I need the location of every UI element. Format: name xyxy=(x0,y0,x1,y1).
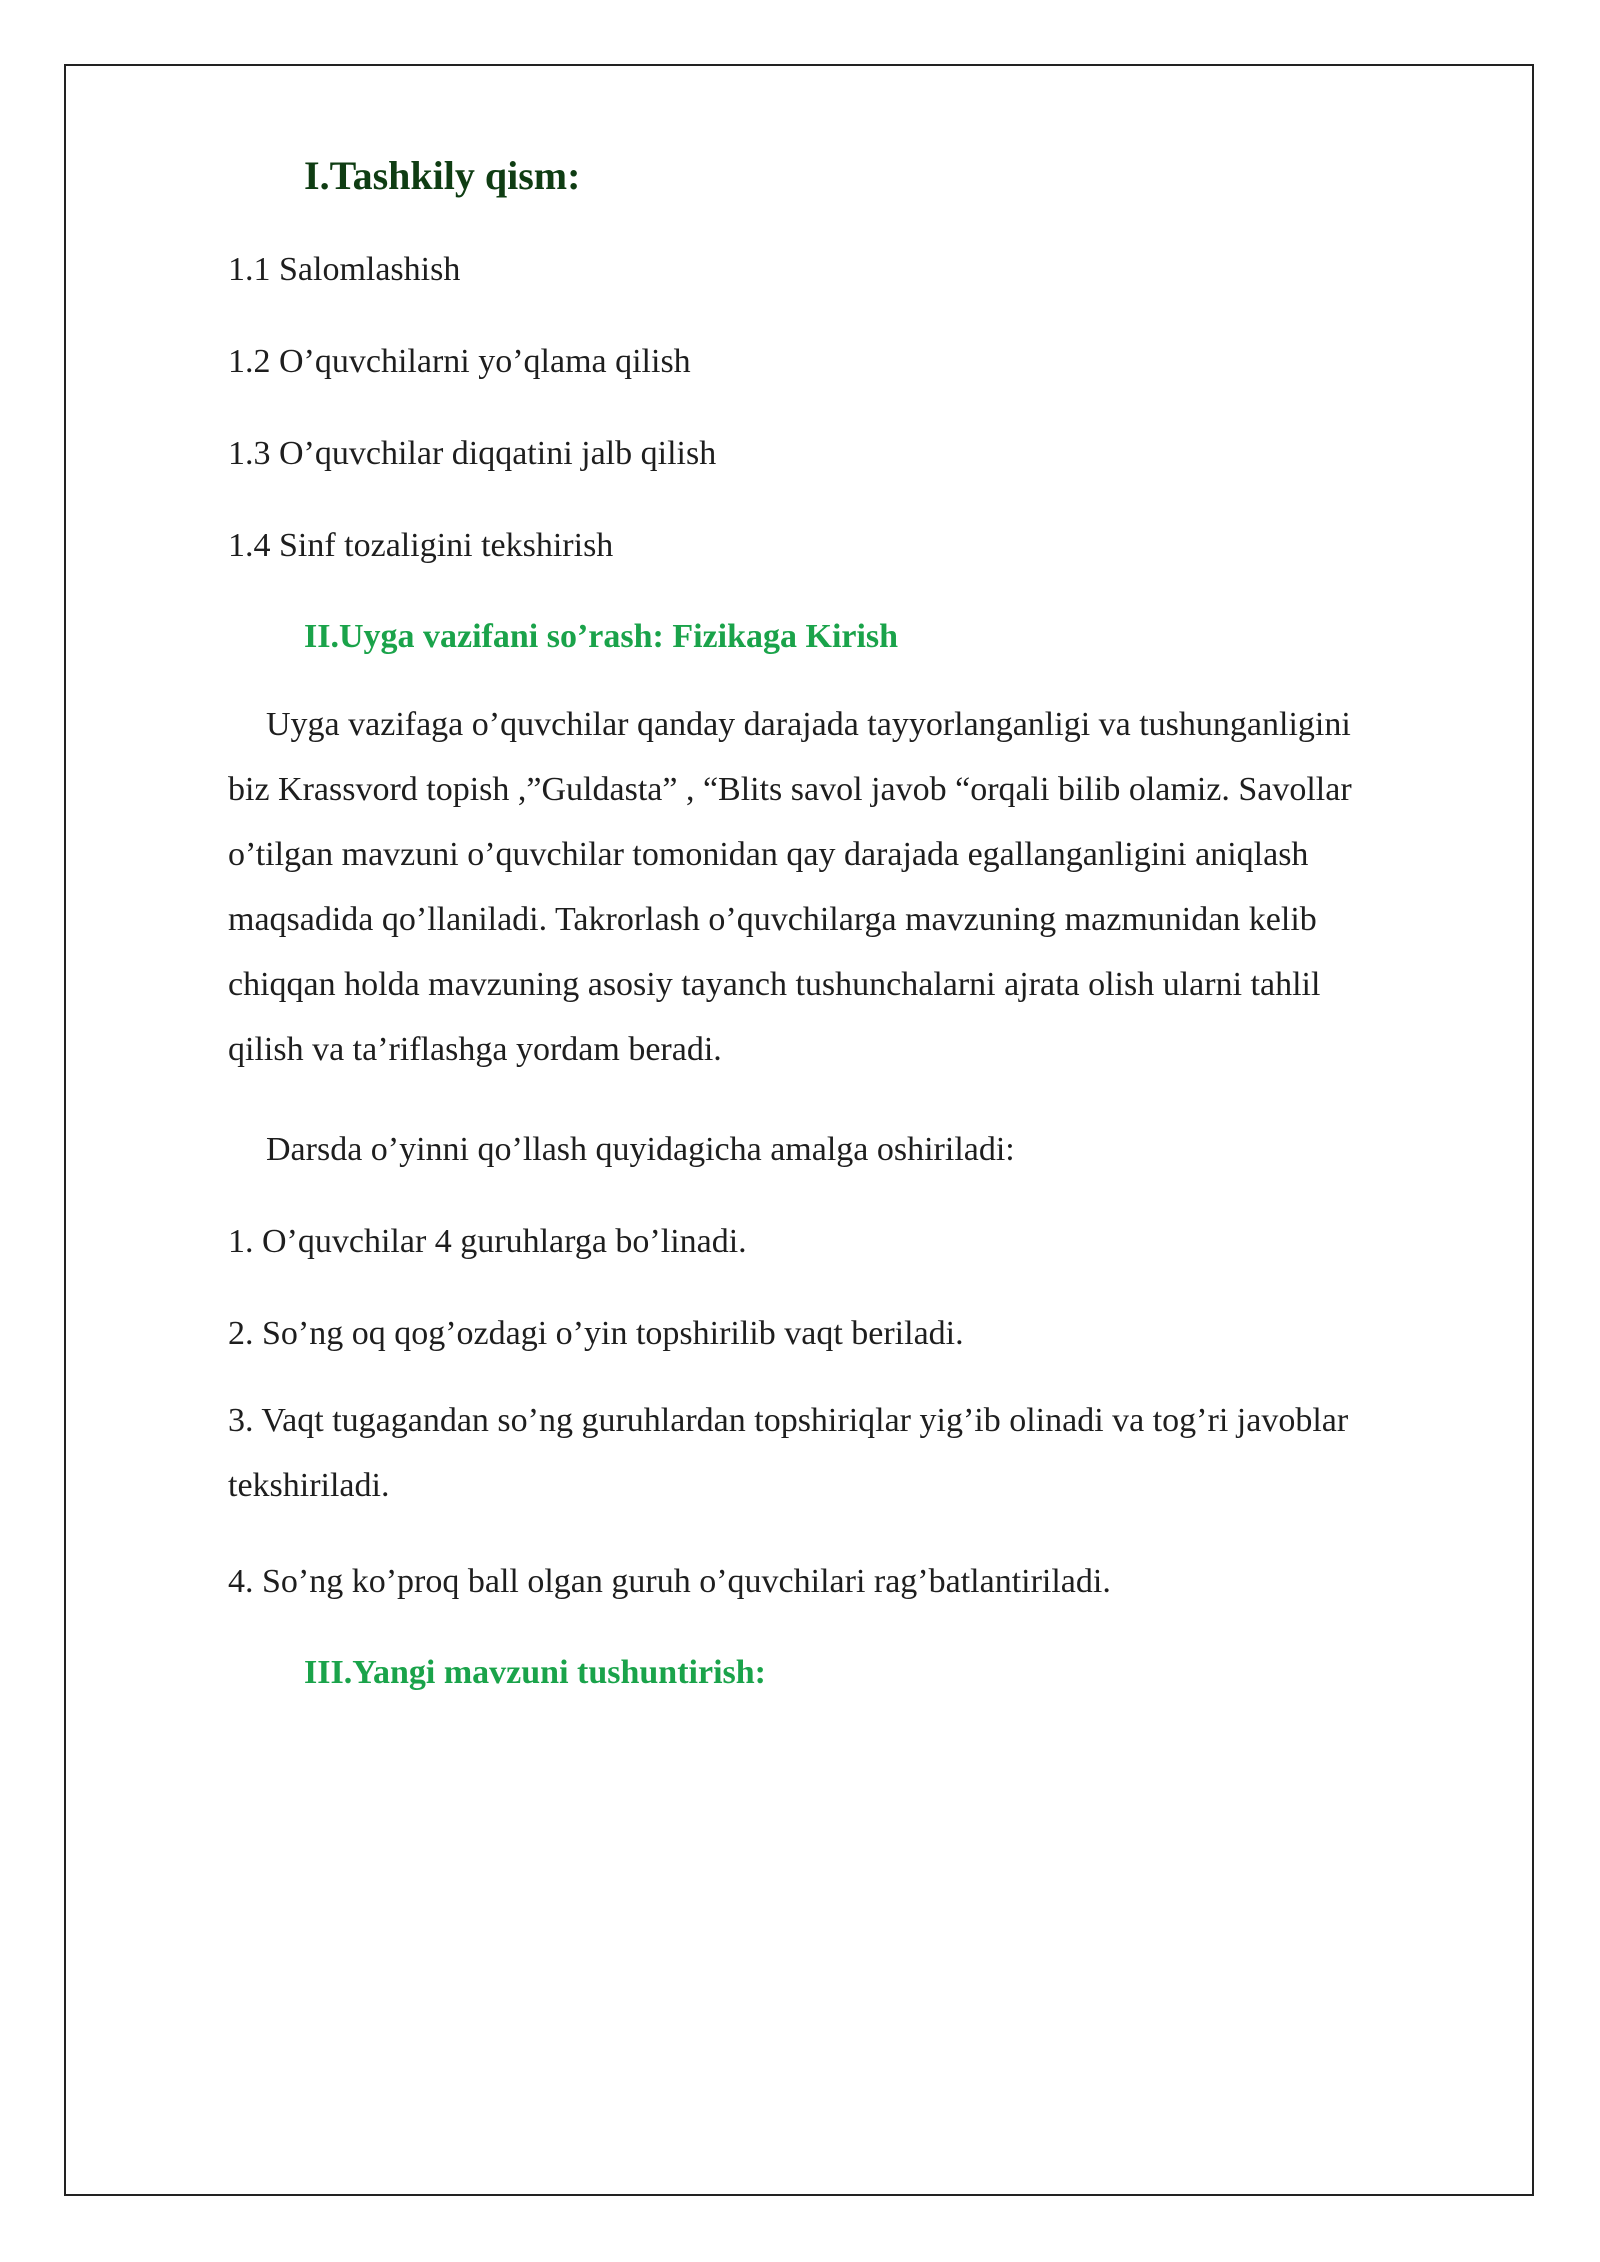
step-item: 1. O’quvchilar 4 guruhlarga bo’linadi. xyxy=(228,1223,747,1260)
game-intro: Darsda o’yinni qo’llash quyidagicha amalga oshiriladi: xyxy=(266,1131,1015,1168)
paragraph-line: 3. Vaqt tugagandan so’ng guruhlardan topshiriqlar yig’ib olinadi va tog’ri javoblar xyxy=(228,1402,1349,1439)
paragraph-line: qilish va ta’riflashga yordam beradi. xyxy=(228,1031,722,1068)
list-item: 1.4 Sinf tozaligini tekshirish xyxy=(228,527,614,564)
homework-paragraph xyxy=(228,692,1478,1082)
step-item xyxy=(228,1388,1478,1518)
paragraph-line: chiqqan holda mavzuning asosiy tayanch tushunchalarni ajrata olish ularni tahlil xyxy=(228,966,1321,1003)
paragraph-line: biz Krassvord topish ,”Guldasta” , “Blits savol javob “orqali bilib olamiz. Savollar xyxy=(228,771,1352,808)
step-item: 2. So’ng oq qog’ozdagi o’yin topshirilib vaqt beriladi. xyxy=(228,1315,964,1352)
paragraph-line: tekshiriladi. xyxy=(228,1467,390,1504)
section-heading-tashkily: I.Tashkily qism: xyxy=(304,153,581,198)
paragraph-line: maqsadida qo’llaniladi. Takrorlash o’quvchilarga mavzuning mazmunidan kelib xyxy=(228,901,1317,938)
step-item: 4. So’ng ko’proq ball olgan guruh o’quvchilari rag’batlantiriladi. xyxy=(228,1563,1111,1600)
paragraph-line: Uyga vazifaga o’quvchilar qanday darajada tayyorlanganligi va tushunganligini xyxy=(266,706,1351,743)
list-item: 1.3 O’quvchilar diqqatini jalb qilish xyxy=(228,435,717,472)
list-item: 1.2 O’quvchilarni yo’qlama qilish xyxy=(228,343,691,380)
section-heading-yangi-mavzu: III.Yangi mavzuni tushuntirish: xyxy=(304,1654,766,1691)
list-item: 1.1 Salomlashish xyxy=(228,251,461,288)
section-heading-uyga-vazifa: II.Uyga vazifani so’rash: Fizikaga Kirish xyxy=(304,618,899,655)
paragraph-line: o’tilgan mavzuni o’quvchilar tomonidan qay darajada egallanganligini aniqlash xyxy=(228,836,1309,873)
